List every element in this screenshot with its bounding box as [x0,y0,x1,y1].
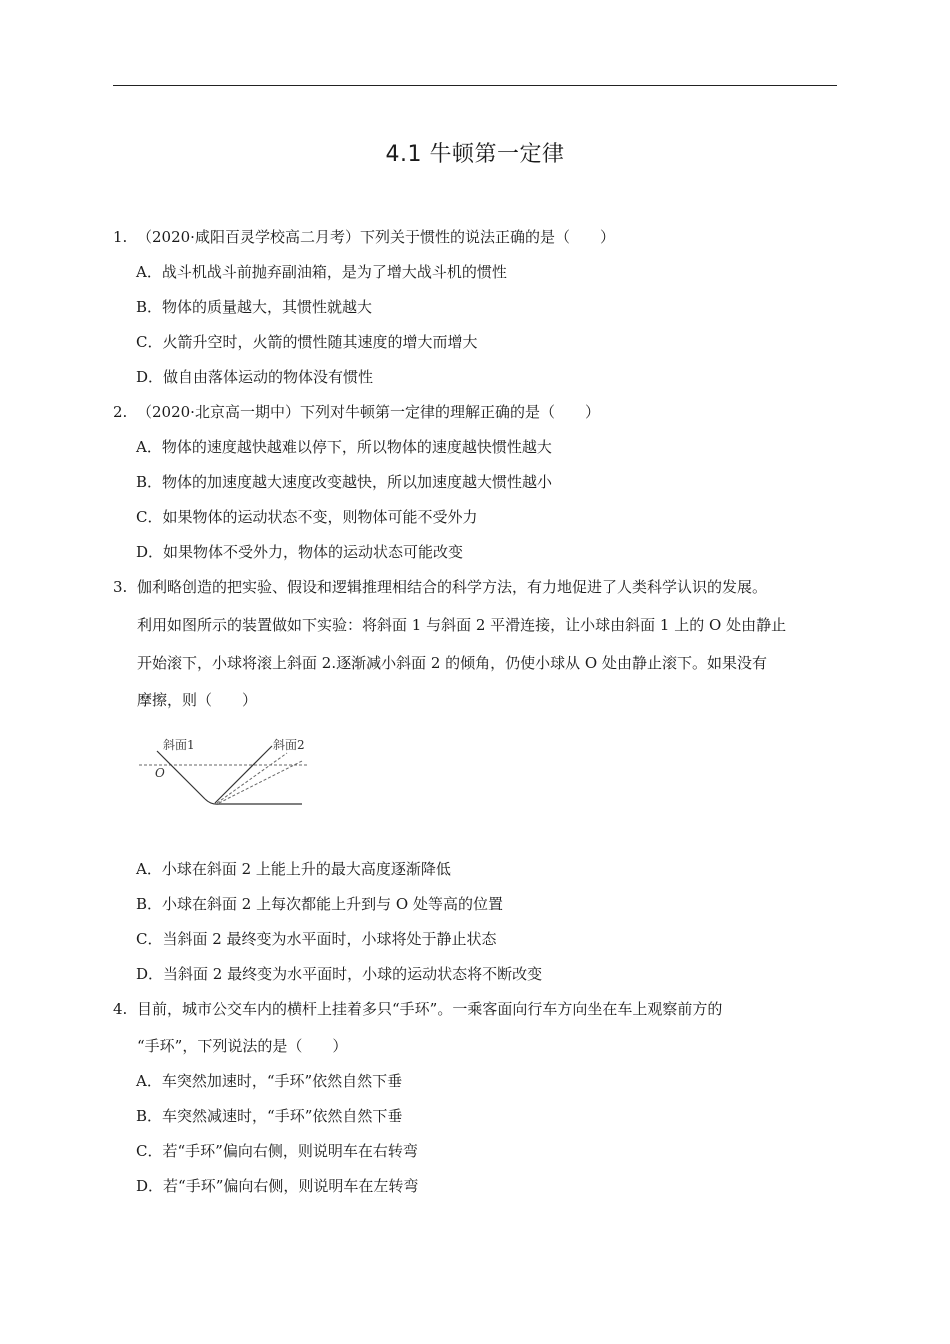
question-4-number: 4. [113,1000,128,1018]
question-1-option-b: B．物体的质量越大，其惯性就越大 [136,298,373,316]
question-4-option-b: B．车突然减速时，“手环”依然自然下垂 [136,1107,403,1125]
question-1-option-c: C．火箭升空时，火箭的惯性随其速度的增大而增大 [136,333,478,351]
incline-1-label: 斜面1 [163,738,195,752]
point-o-label: O [155,766,165,780]
incline-2-line [215,746,272,803]
question-2-stem: （2020·北京高一期中）下列对牛顿第一定律的理解正确的是（ ） [137,403,600,421]
question-3-option-d: D．当斜面 2 最终变为水平面时，小球的运动状态将不断改变 [136,965,543,983]
incline-diagram [137,733,317,813]
page-title: 4.1 牛顿第一定律 [385,142,565,167]
question-1-option-a: A．战斗机战斗前抛弃副油箱，是为了增大战斗机的惯性 [136,263,507,281]
question-3-number: 3. [113,578,128,596]
incline-2-reduced-line-a [217,753,287,803]
question-2-option-d: D．如果物体不受外力，物体的运动状态可能改变 [136,543,464,561]
incline-2-reduced-line-b [219,761,302,803]
question-4-option-d: D．若“手环”偏向右侧，则说明车在左转弯 [136,1177,419,1195]
question-4-stem-line-1: 目前，城市公交车内的横杆上挂着多只“手环”。一乘客面向行车方向坐在车上观察前方的 [137,1000,723,1018]
question-1-option-d: D．做自由落体运动的物体没有惯性 [136,368,374,386]
question-2-option-b: B．物体的加速度越大速度改变越快，所以加速度越大惯性越小 [136,473,553,491]
question-4-option-a: A．车突然加速时，“手环”依然自然下垂 [136,1072,403,1090]
question-1-stem: （2020·咸阳百灵学校高二月考）下列关于惯性的说法正确的是（ ） [137,228,615,246]
question-1-number: 1. [113,228,128,246]
question-4-stem-line-2: “手环”，下列说法的是（ ） [137,1037,348,1055]
question-3-stem-line-4: 摩擦，则（ ） [137,691,258,709]
question-3-option-a: A．小球在斜面 2 上能上升的最大高度逐渐降低 [136,860,451,878]
header-rule [113,85,837,86]
question-3-stem-line-1: 伽利略创造的把实验、假设和逻辑推理相结合的科学方法，有力地促进了人类科学认识的发展。 [137,578,768,596]
question-3-option-c: C．当斜面 2 最终变为水平面时，小球将处于静止状态 [136,930,497,948]
question-2-option-c: C．如果物体的运动状态不变，则物体可能不受外力 [136,508,478,526]
question-3-option-b: B．小球在斜面 2 上每次都能上升到与 O 处等高的位置 [136,895,503,913]
question-2-number: 2. [113,403,128,421]
question-2-option-a: A．物体的速度越快越难以停下，所以物体的速度越快惯性越大 [136,438,552,456]
question-3-stem-line-2: 利用如图所示的装置做如下实验：将斜面 1 与斜面 2 平滑连接，让小球由斜面 1 上的 O 处由静止 [137,616,787,634]
incline-2-label: 斜面2 [273,738,305,752]
question-3-stem-line-3: 开始滚下，小球将滚上斜面 2.逐渐减小斜面 2 的倾角，仍使小球从 O 处由静止滚下。如果没有 [137,654,767,672]
question-4-option-c: C．若“手环”偏向右侧，则说明车在右转弯 [136,1142,418,1160]
